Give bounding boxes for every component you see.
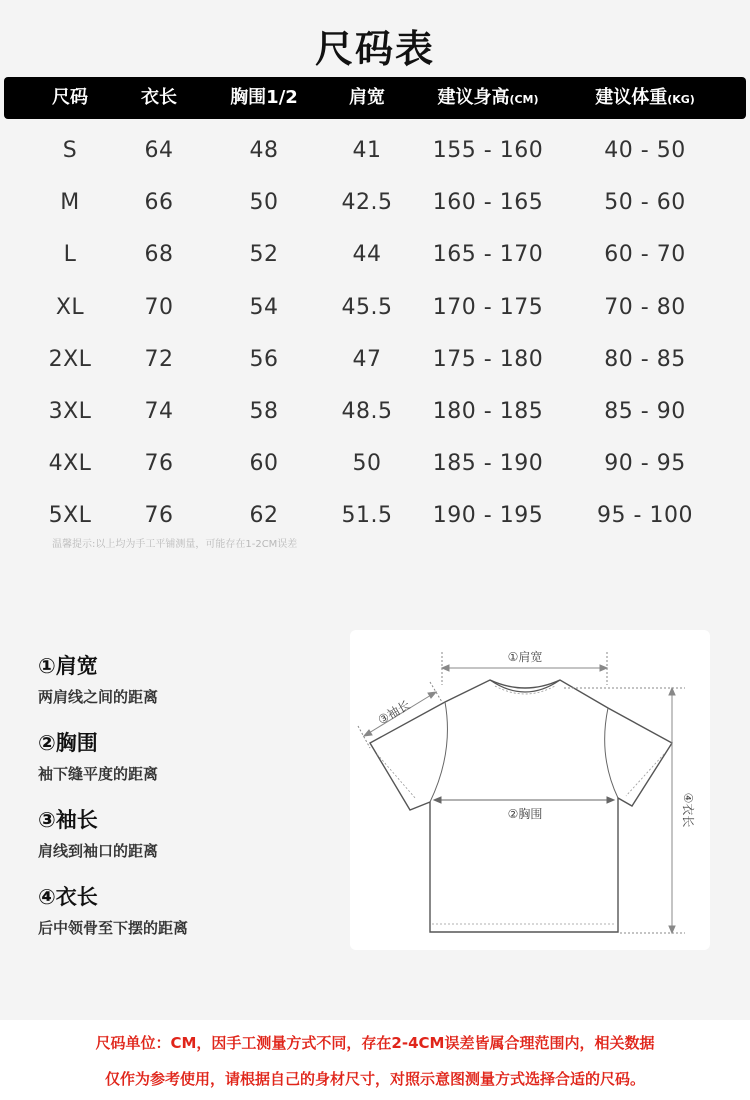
cell-shoulder: 42.5 <box>341 190 393 216</box>
table-row <box>0 386 750 438</box>
cell-length: 76 <box>144 451 174 477</box>
header-shoulder <box>349 77 385 119</box>
cell-weight: 85 - 90 <box>604 398 686 424</box>
cell-length: 72 <box>144 346 174 372</box>
length-label: ④衣长 <box>681 792 695 828</box>
tshirt-outline <box>370 680 672 932</box>
cell-length: 66 <box>144 190 174 216</box>
cell-shoulder: 47 <box>352 346 382 372</box>
legend-title: ③袖长 <box>38 808 98 832</box>
legend-desc: 两肩线之间的距离 <box>38 688 159 706</box>
cell-weight: 50 - 60 <box>604 190 686 216</box>
cell-height: 165 - 170 <box>432 242 544 268</box>
header-half-chest <box>230 77 298 119</box>
header-unit: (CM) <box>509 93 539 106</box>
cell-length: 70 <box>144 294 174 320</box>
header-label: 尺码 <box>52 87 88 108</box>
cell-weight: 60 - 70 <box>604 242 686 268</box>
legend-title: ④衣长 <box>38 885 98 909</box>
table-row <box>0 229 750 281</box>
sleeve-label: ③袖长 <box>375 697 413 728</box>
cell-size: 4XL <box>48 451 92 477</box>
cell-weight: 80 - 85 <box>604 346 686 372</box>
cell-size: 3XL <box>48 398 92 424</box>
footer-line-1: 尺码单位：CM，因手工测量方式不同，存在2-4CM误差皆属合理范围内，相关数据 <box>95 1034 655 1052</box>
size-table-body <box>0 125 750 543</box>
legend-item-sleeve <box>38 804 338 861</box>
legend-desc: 袖下缝平度的距离 <box>38 765 159 783</box>
cell-height: 180 - 185 <box>432 398 544 424</box>
measurement-diagram <box>350 630 710 950</box>
legend-title: ②胸围 <box>38 731 98 755</box>
cell-length: 76 <box>144 503 174 529</box>
measurement-tip: 温馨提示:以上均为手工平铺测量，可能存在1-2CM误差 <box>52 539 298 550</box>
cell-height: 170 - 175 <box>432 294 544 320</box>
table-row <box>0 282 750 334</box>
shoulder-label: ①肩宽 <box>507 650 543 664</box>
cell-shoulder: 51.5 <box>341 503 393 529</box>
cell-half-chest: 62 <box>249 503 279 529</box>
table-row <box>0 438 750 490</box>
cell-length: 74 <box>144 398 174 424</box>
header-label: 建议体重 <box>595 87 668 108</box>
legend-title: ①肩宽 <box>38 654 98 678</box>
cell-half-chest: 54 <box>249 294 279 320</box>
header-label: 肩宽 <box>349 87 385 108</box>
cell-half-chest: 58 <box>249 398 279 424</box>
cell-half-chest: 52 <box>249 242 279 268</box>
tshirt-diagram <box>350 630 710 950</box>
cell-weight: 70 - 80 <box>604 294 686 320</box>
header-unit: (KG) <box>667 93 695 106</box>
header-length <box>141 77 177 119</box>
header-height <box>437 77 538 119</box>
cell-shoulder: 44 <box>352 242 382 268</box>
footer-note <box>0 1020 750 1100</box>
legend-item-shoulder <box>38 650 338 707</box>
cell-size: S <box>62 138 78 163</box>
header-label: 胸围1/2 <box>230 87 298 108</box>
header-label: 建议身高 <box>437 87 510 108</box>
legend-item-chest <box>38 727 338 784</box>
table-row <box>0 334 750 386</box>
cell-height: 155 - 160 <box>432 138 544 163</box>
cell-shoulder: 45.5 <box>341 294 393 320</box>
cell-weight: 90 - 95 <box>604 451 686 477</box>
cell-weight: 95 - 100 <box>597 503 693 529</box>
cell-half-chest: 50 <box>249 190 279 216</box>
table-row <box>0 125 750 177</box>
cell-height: 185 - 190 <box>432 451 544 477</box>
header-weight <box>595 77 695 119</box>
cell-size: XL <box>55 294 85 320</box>
cell-weight: 40 - 50 <box>604 138 686 163</box>
legend-desc: 肩线到袖口的距离 <box>38 842 159 860</box>
header-size <box>52 77 88 119</box>
footer-line-2: 仅作为参考使用，请根据自己的身材尺寸，对照示意图测量方式选择合适的尺码。 <box>104 1070 645 1088</box>
chest-label: ②胸围 <box>507 807 543 821</box>
table-header <box>4 77 746 119</box>
cell-half-chest: 60 <box>249 451 279 477</box>
cell-height: 175 - 180 <box>432 346 544 372</box>
cell-size: 2XL <box>48 346 92 372</box>
cell-length: 64 <box>144 138 174 163</box>
header-label: 衣长 <box>141 87 177 108</box>
cell-half-chest: 48 <box>249 138 279 163</box>
cell-height: 160 - 165 <box>432 190 544 216</box>
cell-height: 190 - 195 <box>432 503 544 529</box>
cell-size: L <box>63 242 77 268</box>
cell-length: 68 <box>144 242 174 268</box>
page-title: 尺码表 <box>314 27 435 71</box>
cell-half-chest: 56 <box>249 346 279 372</box>
cell-shoulder: 50 <box>352 451 382 477</box>
legend-item-length <box>38 881 338 938</box>
cell-shoulder: 48.5 <box>341 398 393 424</box>
legend-desc: 后中领骨至下摆的距离 <box>38 919 189 937</box>
cell-shoulder: 41 <box>352 138 382 163</box>
table-row <box>0 177 750 229</box>
cell-size: 5XL <box>48 503 92 529</box>
cell-size: M <box>60 190 80 216</box>
